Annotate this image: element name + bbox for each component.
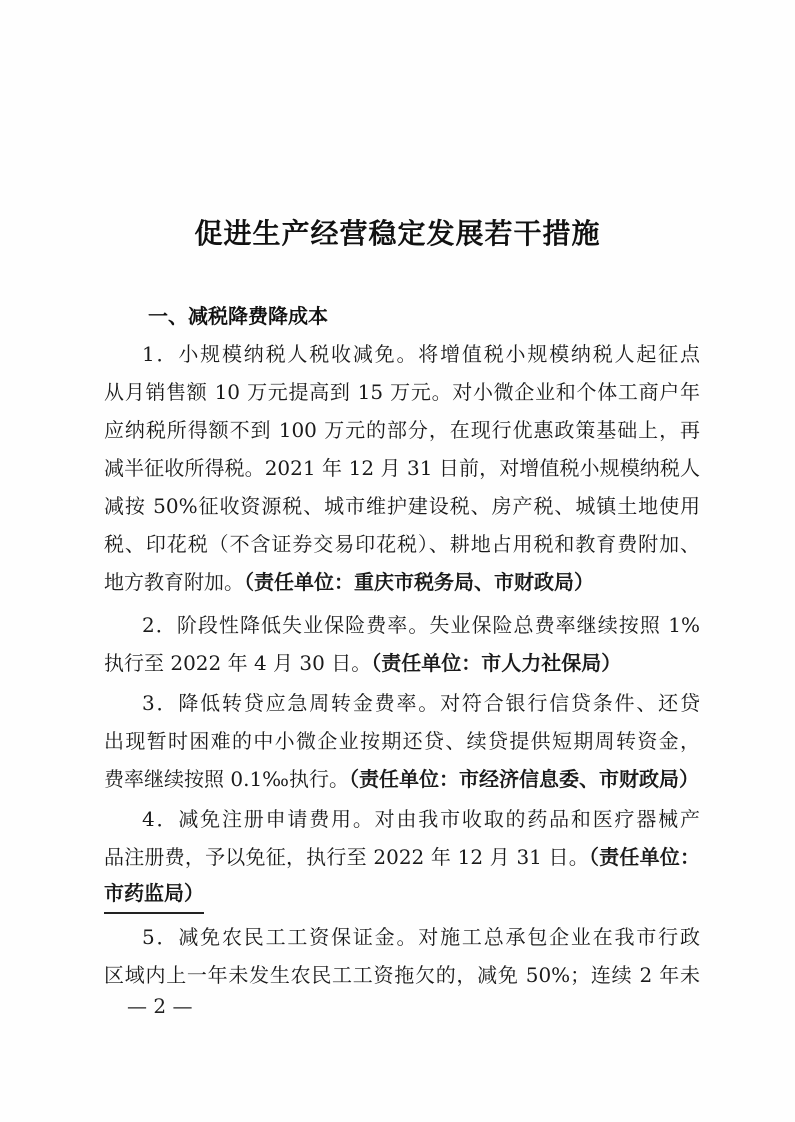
paragraph-line: 3．降低转贷应急周转金费率。对符合银行信贷条件、还贷	[142, 691, 700, 715]
paragraph-line: 减按 50%征收资源税、城市维护建设税、房产税、城镇土地使用	[104, 494, 700, 518]
paragraph-line	[104, 878, 700, 914]
paragraph-line	[104, 648, 700, 678]
paragraph-text: 地方教育附加。	[104, 570, 244, 594]
paragraph-line: 4．减免注册申请费用。对由我市收取的药品和医疗器械产	[142, 807, 700, 831]
paragraph-line: 税、印花税（不含证券交易印花税）、耕地占用税和教育费附加、	[104, 532, 700, 556]
paragraph-text: 品注册费，予以免征，执行至 2022 年 12 月 31 日。	[104, 845, 589, 869]
paragraph-line: 区域内上一年未发生农民工工资拖欠的，减免 50%；连续 2 年未	[104, 963, 700, 987]
page-number: — 2 —	[127, 994, 193, 1018]
responsibility-note: （责任单位：重庆市税务局、市财政局）	[244, 570, 594, 594]
paragraph-line	[104, 842, 700, 872]
paragraph-line: 从月销售额 10 万元提高到 15 万元。对小微企业和个体工商户年	[104, 380, 700, 404]
paragraph-line: 减半征收所得税。2021 年 12 月 31 日前，对增值税小规模纳税人	[104, 456, 700, 480]
paragraph-line: 1．小规模纳税人税收减免。将增值税小规模纳税人起征点	[142, 342, 700, 366]
page-title: 促进生产经营稳定发展若干措施	[194, 217, 601, 250]
paragraph-line: 2．阶段性降低失业保险费率。失业保险总费率继续按照 1%	[142, 613, 700, 637]
paragraph-line	[104, 764, 700, 794]
responsibility-note-underlined: 市药监局）	[104, 878, 204, 914]
paragraph-text: 费率继续按照 0.1‰执行。	[104, 767, 349, 791]
paragraph-line: 出现暂时困难的中小微企业按期还贷、续贷提供短期周转资金，	[104, 729, 700, 753]
paragraph-line	[104, 567, 700, 597]
section-heading: 一、减税降费降成本	[148, 304, 328, 328]
responsibility-note: （责任单位：市经济信息委、市财政局）	[349, 767, 699, 791]
paragraph-line: 应纳税所得额不到 100 万元的部分，在现行优惠政策基础上，再	[104, 418, 700, 442]
paragraph-line: 5．减免农民工工资保证金。对施工总承包企业在我市行政	[142, 925, 700, 949]
paragraph-text: 执行至 2022 年 4 月 30 日。	[104, 651, 372, 675]
responsibility-note: （责任单位：	[588, 845, 701, 869]
responsibility-note: （责任单位：市人力社保局）	[371, 651, 622, 675]
